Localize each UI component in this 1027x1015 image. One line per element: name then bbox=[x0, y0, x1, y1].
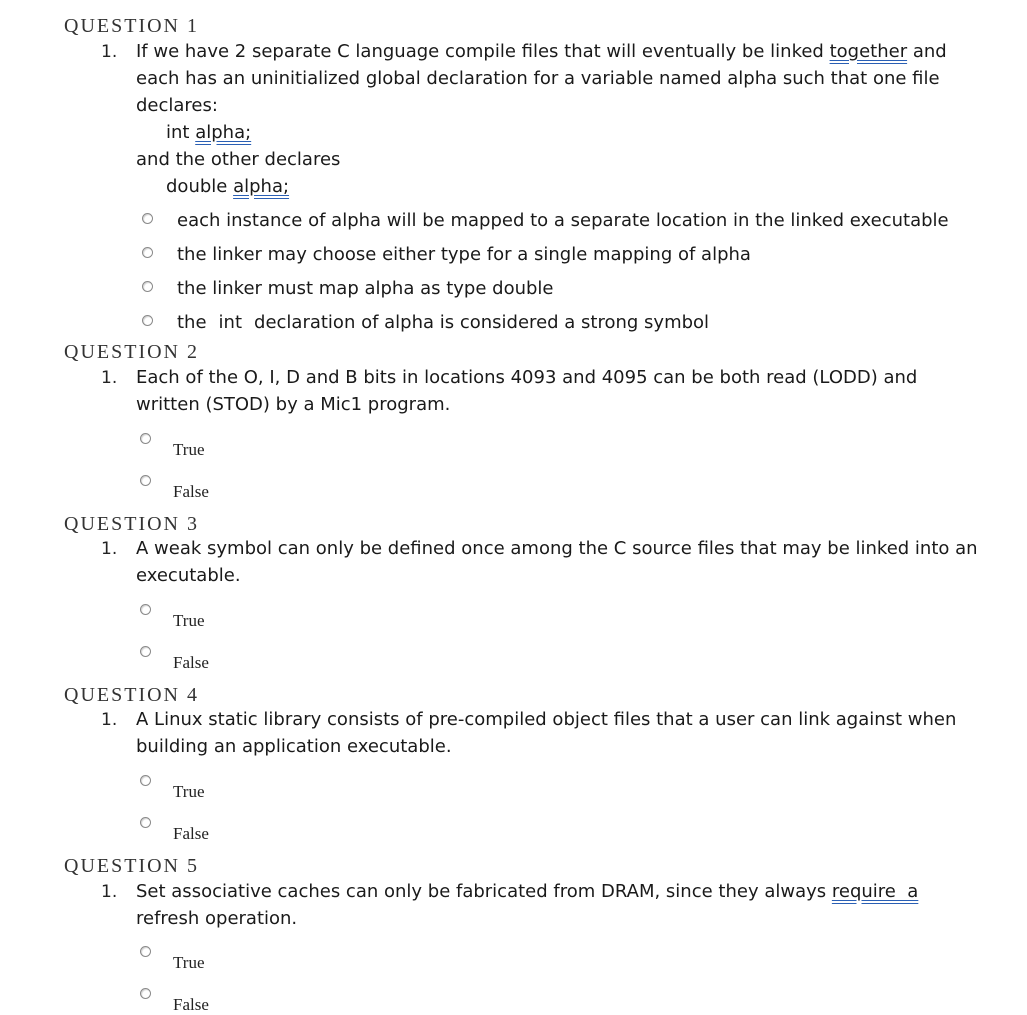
question-title: QUESTION 3 bbox=[64, 513, 199, 535]
question-stem bbox=[136, 38, 947, 200]
option-label bbox=[177, 312, 709, 334]
stem-underlined-word: require a bbox=[831, 881, 919, 902]
option-radio-false[interactable] bbox=[140, 646, 151, 657]
stem-line: refresh operation. bbox=[136, 908, 298, 929]
stem-line bbox=[136, 38, 947, 65]
option-label-true: True bbox=[173, 953, 205, 972]
question-number: 1. bbox=[101, 710, 118, 730]
option-radio-false[interactable] bbox=[140, 817, 151, 828]
option-radio-true[interactable] bbox=[140, 604, 151, 615]
option-radio-true[interactable] bbox=[140, 775, 151, 786]
stem-line-code bbox=[136, 119, 947, 146]
option-label-false: False bbox=[173, 824, 209, 843]
stem-text: int bbox=[166, 122, 196, 143]
question-title: QUESTION 2 bbox=[64, 341, 199, 363]
stem-text: double bbox=[166, 176, 234, 197]
option-label: the linker may choose either type for a single mapping of alpha bbox=[177, 244, 751, 265]
stem-line: declares: bbox=[136, 95, 218, 116]
option-radio-true[interactable] bbox=[140, 946, 151, 957]
question-stem bbox=[136, 535, 978, 589]
option-text: declaration of alpha is considered a strong symbol bbox=[254, 312, 710, 333]
question-title: QUESTION 5 bbox=[64, 855, 199, 877]
option-radio[interactable] bbox=[142, 315, 153, 326]
stem-underlined-word: alpha; bbox=[195, 122, 252, 143]
option-label-false: False bbox=[173, 653, 209, 672]
stem-line: building an application executable. bbox=[136, 736, 452, 757]
stem-line: and the other declares bbox=[136, 149, 341, 170]
option-radio[interactable] bbox=[142, 281, 153, 292]
stem-line: A Linux static library consists of pre-compiled object files that a user can link against when bbox=[136, 709, 957, 730]
stem-line: written (STOD) by a Mic1 program. bbox=[136, 394, 451, 415]
question-number: 1. bbox=[101, 368, 118, 388]
option-label-true: True bbox=[173, 440, 205, 459]
stem-text: and bbox=[907, 41, 947, 62]
option-label-true: True bbox=[173, 782, 205, 801]
option-label-false: False bbox=[173, 482, 209, 501]
option-code-word: int bbox=[218, 312, 243, 333]
stem-line: executable. bbox=[136, 565, 241, 586]
stem-underlined-word: alpha; bbox=[233, 176, 290, 197]
question-title: QUESTION 1 bbox=[64, 15, 199, 37]
option-label-true: True bbox=[173, 611, 205, 630]
question-number: 1. bbox=[101, 42, 118, 62]
option-label: each instance of alpha will be mapped to a separate location in the linked executable bbox=[177, 210, 949, 231]
question-title: QUESTION 4 bbox=[64, 684, 199, 706]
option-radio[interactable] bbox=[142, 247, 153, 258]
question-number: 1. bbox=[101, 882, 118, 902]
option-radio-false[interactable] bbox=[140, 475, 151, 486]
stem-text: Set associative caches can only be fabricated from DRAM, since they always bbox=[136, 881, 832, 902]
option-text: the bbox=[177, 312, 207, 333]
option-radio[interactable] bbox=[142, 213, 153, 224]
question-stem bbox=[136, 878, 918, 932]
question-number: 1. bbox=[101, 539, 118, 559]
option-label: the linker must map alpha as type double bbox=[177, 278, 554, 299]
option-radio-true[interactable] bbox=[140, 433, 151, 444]
stem-underlined-word: together bbox=[829, 41, 908, 62]
stem-line-code bbox=[136, 173, 947, 200]
question-stem bbox=[136, 364, 917, 418]
stem-line: each has an uninitialized global declaration for a variable named alpha such that one file bbox=[136, 68, 940, 89]
stem-text: If we have 2 separate C language compile files that will eventually be linked bbox=[136, 41, 830, 62]
question-stem bbox=[136, 706, 956, 760]
stem-line: A weak symbol can only be defined once among the C source files that may be linked into an bbox=[136, 538, 978, 559]
stem-line bbox=[136, 878, 918, 905]
option-label-false: False bbox=[173, 995, 209, 1014]
option-radio-false[interactable] bbox=[140, 988, 151, 999]
stem-line: Each of the O, I, D and B bits in locations 4093 and 4095 can be both read (LODD) and bbox=[136, 367, 918, 388]
